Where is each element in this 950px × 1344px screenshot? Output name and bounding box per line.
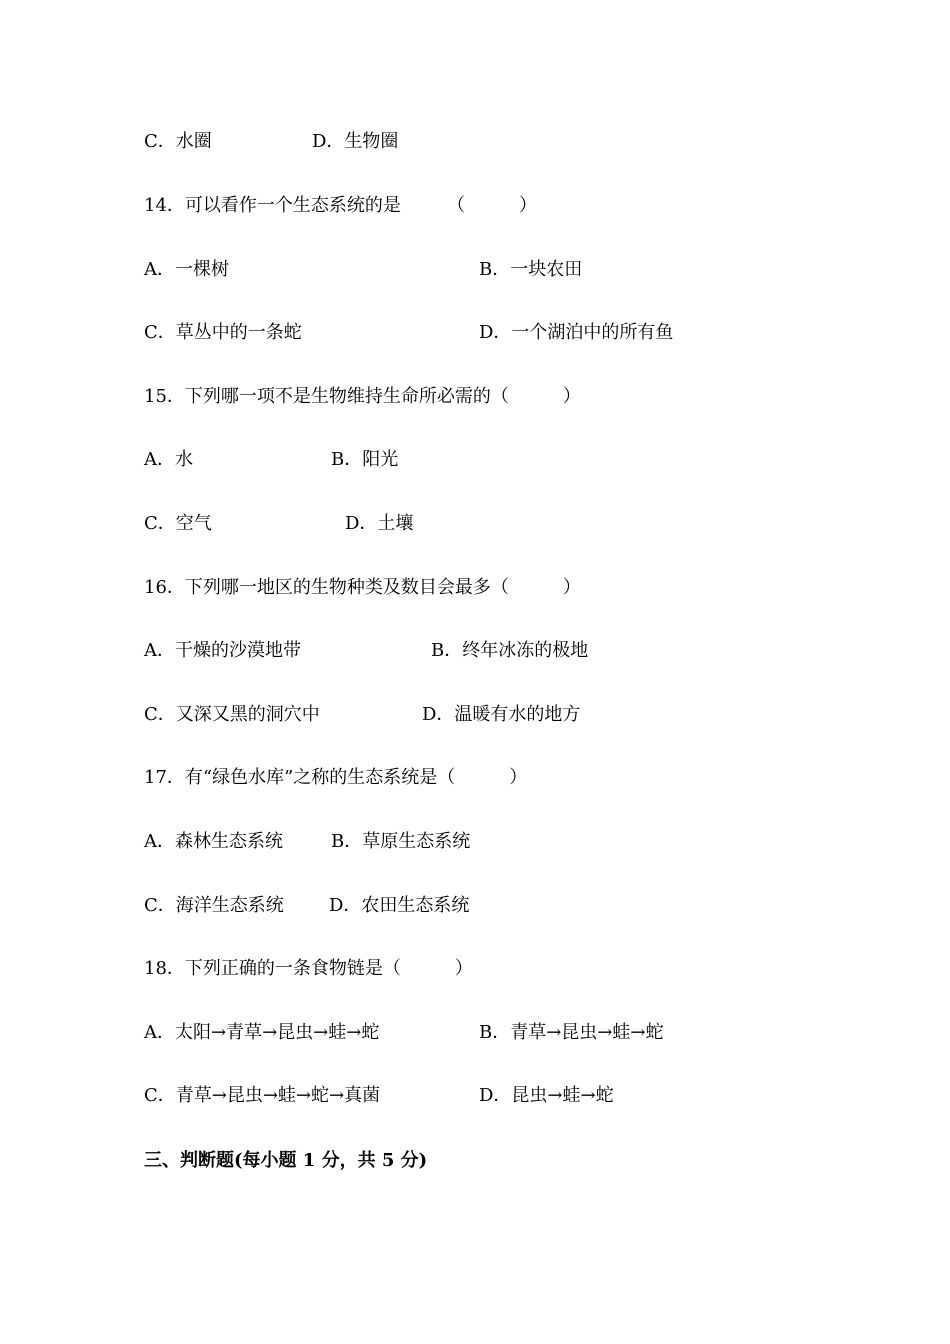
- option-d: D．昆虫→蛙→蛇: [479, 1085, 614, 1106]
- option-d: D．生物圈: [312, 131, 399, 152]
- question-text: 17．有“绿色水库”之称的生态系统是（ ）: [144, 767, 528, 788]
- option-a: A．一棵树: [144, 259, 229, 280]
- option-a: A．太阳→青草→昆虫→蛙→蛇: [144, 1022, 380, 1043]
- option-c: C．草丛中的一条蛇: [144, 322, 302, 343]
- options-row: [0, 447, 399, 473]
- option-d: D．土壤: [345, 513, 414, 534]
- question-18: [0, 956, 473, 982]
- option-b: B．草原生态系统: [331, 831, 471, 852]
- option-c: C．水圈: [144, 131, 212, 152]
- question-text: 16．下列哪一地区的生物种类及数目会最多（ ）: [144, 577, 581, 598]
- option-b: B．青草→昆虫→蛙→蛇: [479, 1022, 664, 1043]
- options-row: [0, 893, 470, 919]
- option-d: D．温暖有水的地方: [422, 704, 581, 725]
- option-a: A．水: [144, 449, 193, 470]
- option-b: B．阳光: [331, 449, 399, 470]
- option-b: B．一块农田: [479, 259, 583, 280]
- option-c: C．青草→昆虫→蛙→蛇→真菌: [144, 1085, 381, 1106]
- option-d: D．一个湖泊中的所有鱼: [479, 322, 674, 343]
- section-heading: [0, 1148, 428, 1174]
- options-row: [0, 320, 674, 346]
- question-17: [0, 765, 528, 791]
- options-row: [0, 1020, 664, 1046]
- options-row: [0, 129, 399, 155]
- options-row: [0, 638, 589, 664]
- question-14: [0, 193, 537, 219]
- question-15: [0, 384, 581, 410]
- options-row: [0, 511, 414, 537]
- question-text: 18．下列正确的一条食物链是（ ）: [144, 958, 473, 979]
- option-b: B．终年冰冻的极地: [431, 640, 589, 661]
- option-a: A．干燥的沙漠地带: [144, 640, 301, 661]
- question-16: [0, 575, 581, 601]
- answer-parentheses: （ ）: [447, 195, 537, 216]
- option-c: C．海洋生态系统: [144, 895, 284, 916]
- question-text: 15．下列哪一项不是生物维持生命所必需的（ ）: [144, 386, 581, 407]
- options-row: [0, 702, 581, 728]
- option-d: D．农田生态系统: [329, 895, 470, 916]
- section-heading-text: 三、判断题(每小题 1 分，共 5 分): [144, 1150, 428, 1171]
- options-row: [0, 829, 471, 855]
- options-row: [0, 1083, 614, 1109]
- option-c: C．又深又黑的洞穴中: [144, 704, 320, 725]
- question-text: 14．可以看作一个生态系统的是: [144, 195, 401, 216]
- option-c: C．空气: [144, 513, 212, 534]
- option-a: A．森林生态系统: [144, 831, 283, 852]
- options-row: [0, 257, 583, 283]
